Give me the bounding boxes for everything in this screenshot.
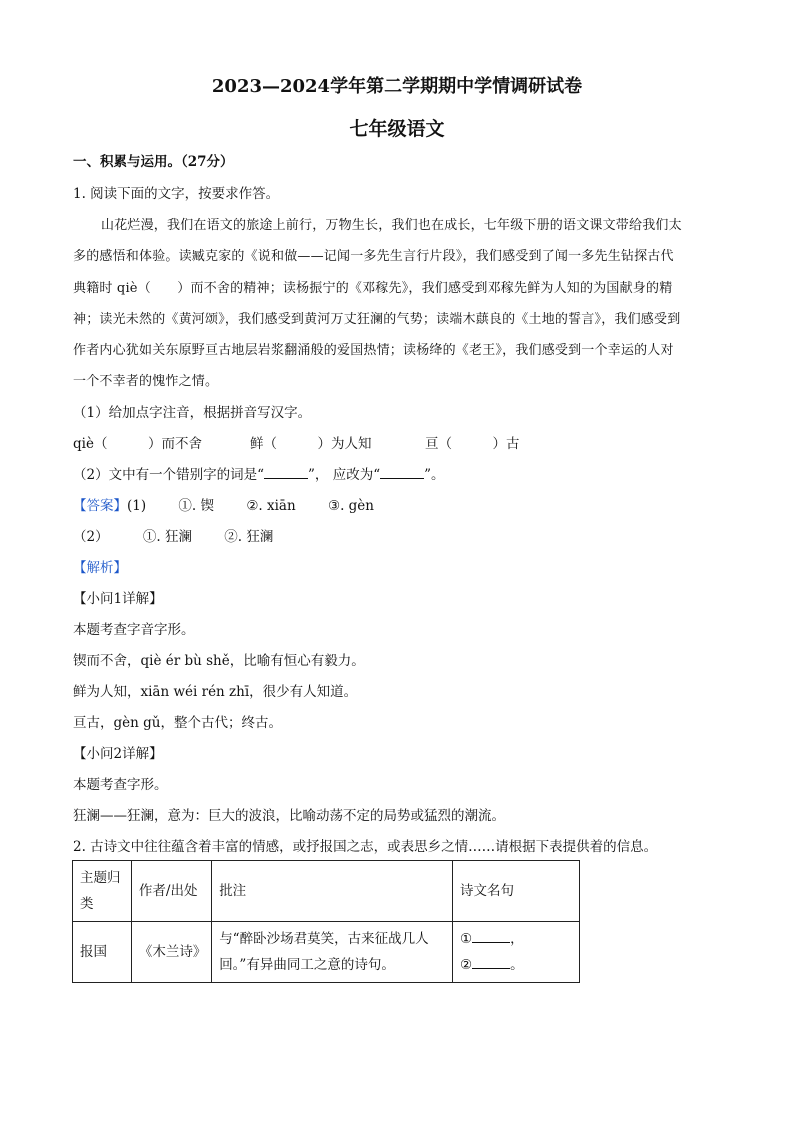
answer-label: (1) (127, 498, 147, 514)
analysis-tag: 【解析】 (73, 560, 127, 576)
answer-item: ①. 锲 (178, 498, 215, 514)
sub-answer-heading: 【小问1详解】 (73, 591, 163, 607)
table-row (73, 922, 580, 983)
analysis-line: 狂澜——狂澜，意为：巨大的波浪，比喻动荡不定的局势或猛烈的潮流。 (73, 808, 505, 824)
answer-blank (472, 928, 510, 943)
exam-title: 2023—2024学年第二学期期中学情调研试卷 (211, 76, 583, 97)
table-header: 作者/出处 (131, 861, 211, 922)
passage-line: 多的感悟和体验。读臧克家的《说和做——记闻一多先生言行片段》，我们感受到了闻一多先生钻探古代 (73, 249, 674, 264)
sub-question-2-text: ”。 (424, 467, 445, 483)
answer-tag: 【答案】 (73, 498, 127, 514)
table-cell-note: 与“醉卧沙场君莫笑，古来征战几人回。”有异曲同工之意的诗句。 (212, 922, 453, 983)
answer-line-1 (73, 494, 374, 514)
table-header: 批注 (212, 861, 453, 922)
answer-item: ②. xiān (246, 498, 296, 514)
pinyin-item: 亘（ ）古 (425, 436, 520, 452)
analysis-line: 本题考查字音字形。 (73, 622, 195, 638)
table-cell-source: 《木兰诗》 (131, 922, 211, 983)
sub-question-2-text: （2）文中有一个错别字的词是“ (73, 467, 264, 483)
exam-subtitle: 七年级语文 (349, 118, 445, 140)
passage-line: 作者内心犹如关东原野亘古地层岩浆翻涌般的爱国热情；读杨绛的《老王》，我们感受到一个幸运的人对 (73, 343, 674, 358)
passage-line: 典籍时 qiè（ ）而不舍的精神；读杨振宁的《邓稼先》，我们感受到邓稼先鲜为人知的为国献身的精 (73, 281, 673, 296)
sub-question-2-text: ”， 应改为“ (308, 467, 381, 483)
answer-line-2 (73, 525, 273, 545)
answer-label: （2） (73, 529, 109, 545)
fill-line (460, 952, 572, 978)
poetry-table (72, 860, 580, 983)
fill-number: ① (459, 931, 473, 947)
answer-item: ②. 狂澜 (224, 529, 274, 545)
pinyin-item: qiè（ ）而不舍 (73, 436, 202, 452)
fill-line (460, 926, 572, 952)
answer-item: ③. gèn (327, 498, 374, 514)
table-header: 诗文名句 (452, 861, 579, 922)
sub-question-2 (73, 463, 445, 483)
answer-blank (380, 464, 424, 479)
table-cell-theme: 报国 (73, 922, 132, 983)
fill-punct: 。 (510, 957, 524, 973)
table-header: 主题归类 (73, 861, 132, 922)
question-2-prompt: 2. 古诗文中往往蕴含着丰富的情感，或抒报国之志，或表思乡之情……请根据下表提供着的信息。 (73, 839, 658, 855)
analysis-line: 亘古，gèn gǔ，整个古代；终古。 (73, 715, 282, 731)
fill-number: ② (459, 957, 473, 973)
table-cell-lines (452, 922, 579, 983)
table-header-row (73, 861, 580, 922)
analysis-line: 鲜为人知，xiān wéi rén zhī，很少有人知道。 (73, 684, 358, 700)
passage-line: 一个不幸者的愧怍之情。 (73, 374, 219, 389)
analysis-line: 本题考查字形。 (73, 777, 168, 793)
sub-answer-heading: 【小问2详解】 (73, 746, 163, 762)
answer-item: ①. 狂澜 (142, 529, 192, 545)
sub-question-1: （1）给加点字注音，根据拼音写汉字。 (73, 405, 312, 421)
pinyin-item: 鲜（ ）为人知 (250, 436, 372, 452)
question-1-prompt: 1. 阅读下面的文字，按要求作答。 (73, 186, 280, 202)
fill-punct: ， (510, 931, 524, 947)
passage-line: 神；读光未然的《黄河颂》，我们感受到黄河万丈狂澜的气势；读端木蕻良的《土地的誓言》，我们感受到 (73, 312, 681, 327)
section-heading: 一、积累与运用。（27分） (73, 154, 234, 170)
answer-blank (264, 464, 308, 479)
analysis-line: 锲而不舍，qiè ér bù shě，比喻有恒心有毅力。 (73, 653, 365, 669)
answer-blank (472, 954, 510, 969)
passage-line: 山花烂漫，我们在语文的旅途上前行，万物生长，我们也在成长，七年级下册的语文课文带给我们太 (101, 218, 682, 233)
